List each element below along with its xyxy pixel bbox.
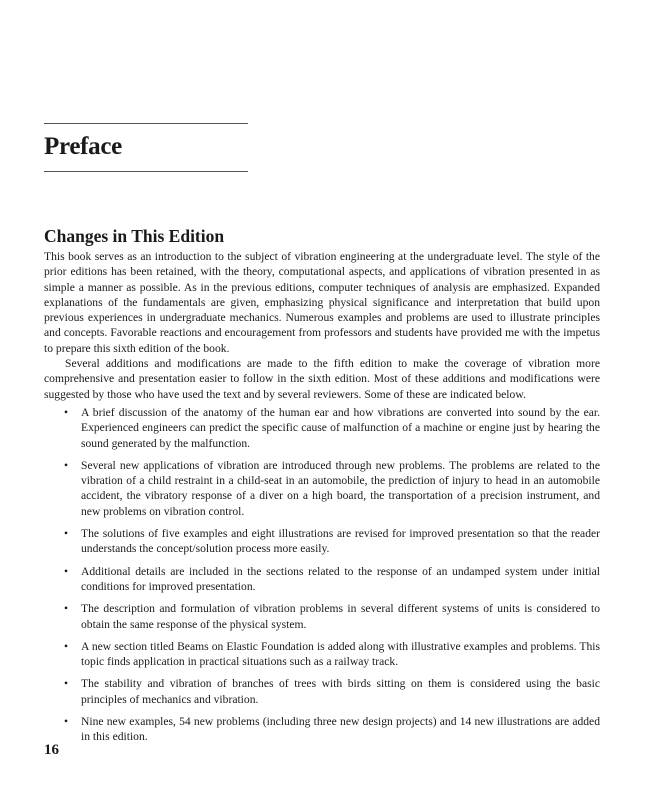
bullet-marker: • — [64, 458, 69, 472]
bullet-marker: • — [64, 564, 69, 578]
title-top-rule — [44, 123, 248, 124]
list-item — [44, 564, 600, 595]
title-bottom-rule — [44, 171, 248, 172]
changes-list — [44, 405, 600, 745]
list-item — [44, 405, 600, 451]
list-item-text: Additional details are included in the sections related to the response of an undamped system under initial conditions for improved presentation. — [81, 564, 600, 593]
list-item — [44, 526, 600, 557]
list-item — [44, 601, 600, 632]
bullet-marker: • — [64, 677, 69, 691]
body-text — [44, 249, 600, 752]
list-item — [44, 458, 600, 519]
bullet-marker: • — [64, 715, 69, 729]
bullet-marker: • — [64, 527, 69, 541]
list-item-text: The solutions of five examples and eight illustrations are revised for improved presentation so that the reader understands the concept/solution process more easily. — [81, 527, 600, 556]
list-item-text: A new section titled Beams on Elastic Foundation is added along with illustrative examples and problems. This topic finds application in practical situations such as a railway track. — [81, 639, 600, 669]
bullet-marker: • — [64, 405, 69, 419]
list-item-text: Nine new examples, 54 new problems (including three new design projects) and 14 new illustrations are added in this edition. — [81, 715, 600, 744]
list-item-text: Several new applications of vibration are introduced through new problems. The problems are related to the vibration of a child restraint in a child-seat in an automobile, the prediction of injury to head in an automobile accident, the vibratory response of a diver on a high board, the transportation of a precision instrument, and new problems on vibration control. — [81, 458, 600, 518]
list-item-text: The description and formulation of vibration problems in several different systems of units is considered to obtain the same response of the physical system. — [81, 602, 600, 631]
list-item-text: The stability and vibration of branches of trees with birds sitting on them is considered using the basic principles of mechanics and vibration. — [81, 677, 600, 706]
list-item — [44, 714, 600, 745]
page-title: Preface — [44, 133, 122, 160]
section-heading: Changes in This Edition — [44, 226, 225, 246]
paragraph-intro: This book serves as an introduction to the subject of vibration engineering at the undergraduate level. The style of the prior editions has been retained, with the theory, computational aspects, and applications of vibration presented in as simple a manner as possible. As in the previous editions, computer techniques of analysis are emphasized. Expanded explanations of the fundamentals are given, emphasizing physical significance and interpretation that build upon previous experiences in undergraduate mechanics. Numerous examples and problems are used to illustrate principles and concepts. Favorable reactions and encouragement from professors and students have provided me with the impetus to prepare this sixth edition of the book. — [44, 250, 600, 355]
list-item — [44, 639, 600, 670]
bullet-marker: • — [64, 602, 69, 616]
page-number: 16 — [44, 742, 59, 758]
paragraph-changes: Several additions and modifications are made to the fifth edition to make the coverage of vibration more comprehensive and presentation easier to follow in the sixth edition. Most of these additions and modifications were suggested by those who have used the text and by several reviewers. Some of these are indicated below. — [44, 357, 600, 401]
bullet-marker: • — [64, 639, 69, 653]
list-item-text: A brief discussion of the anatomy of the human ear and how vibrations are converted into sound by the ear. Experienced engineers can predict the specific cause of malfunction of a machine or engine just by hearing the sound generated by the malfunction. — [81, 405, 600, 450]
list-item — [44, 676, 600, 707]
